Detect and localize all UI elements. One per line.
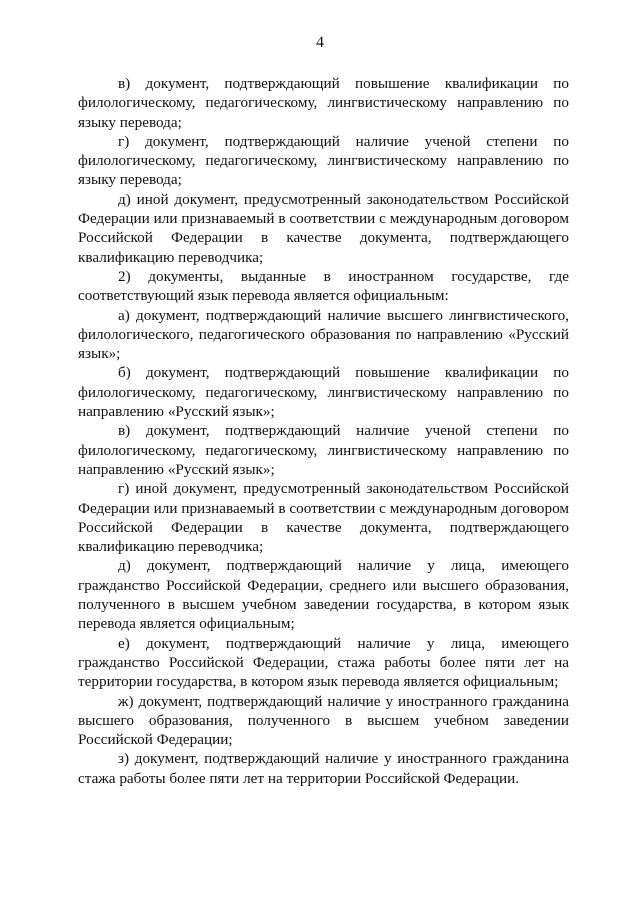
paragraph-g-other-document: г) иной документ, предусмотренный законодательством Российской Федерации или признаваемый в соответствии с международным договором Российской Федерации в качестве документа, подтверждающего квалификацию переводчика; xyxy=(78,480,569,556)
paragraph-e-citizen-experience: е) документ, подтверждающий наличие у лица, имеющего гражданство Российской Федерации, стажа работы более пяти лет на территории государства, в котором язык перевода является официальным; xyxy=(78,634,569,691)
page-number: 4 xyxy=(316,34,324,51)
paragraph-d-other-document: д) иной документ, предусмотренный законодательством Российской Федерации или признаваемый в соответствии с международным договором Российской Федерации в качестве документа, подтверждающего квалификацию переводчика; xyxy=(78,190,569,266)
paragraph-d-citizen-education: д) документ, подтверждающий наличие у лица, имеющего гражданство Российской Федерации, среднего или высшего образования, полученного в высшем учебном заведении государства, в котором язык перевода является официальным; xyxy=(78,557,569,633)
paragraph-b-russian-qualification: б) документ, подтверждающий повышение квалификации по филологическому, педагогическому, лингвистическому направлению по направлению «Русский язык»; xyxy=(78,364,569,421)
paragraph-z-foreigner-experience: з) документ, подтверждающий наличие у иностранного гражданина стажа работы более пяти лет на территории Российской Федерации. xyxy=(78,750,569,787)
paragraph-v-qualification: в) документ, подтверждающий повышение квалификации по филологическому, педагогическому, лингвистическому направлению по языку перевода; xyxy=(78,75,569,131)
paragraph-2-foreign-documents: 2) документы, выданные в иностранном государстве, где соответствующий язык перевода является официальным: xyxy=(78,267,569,305)
paragraph-a-russian-education: а) документ, подтверждающий наличие высшего лингвистического, филологического, педагогического образования по направлению «Русский язык»; xyxy=(78,306,569,363)
paragraph-zh-foreigner-education: ж) документ, подтверждающий наличие у иностранного гражданина высшего образования, полученного в высшем учебном заведении Российской Федерации; xyxy=(78,692,569,749)
document-body xyxy=(78,74,569,788)
paragraph-g-degree: г) документ, подтверждающий наличие ученой степени по филологическому, педагогическому, лингвистическому направлению по языку перевода; xyxy=(78,132,569,189)
paragraph-v-russian-degree: в) документ, подтверждающий наличие ученой степени по филологическому, педагогическому, лингвистическому направлению по направлению «Русский язык»; xyxy=(78,422,569,478)
